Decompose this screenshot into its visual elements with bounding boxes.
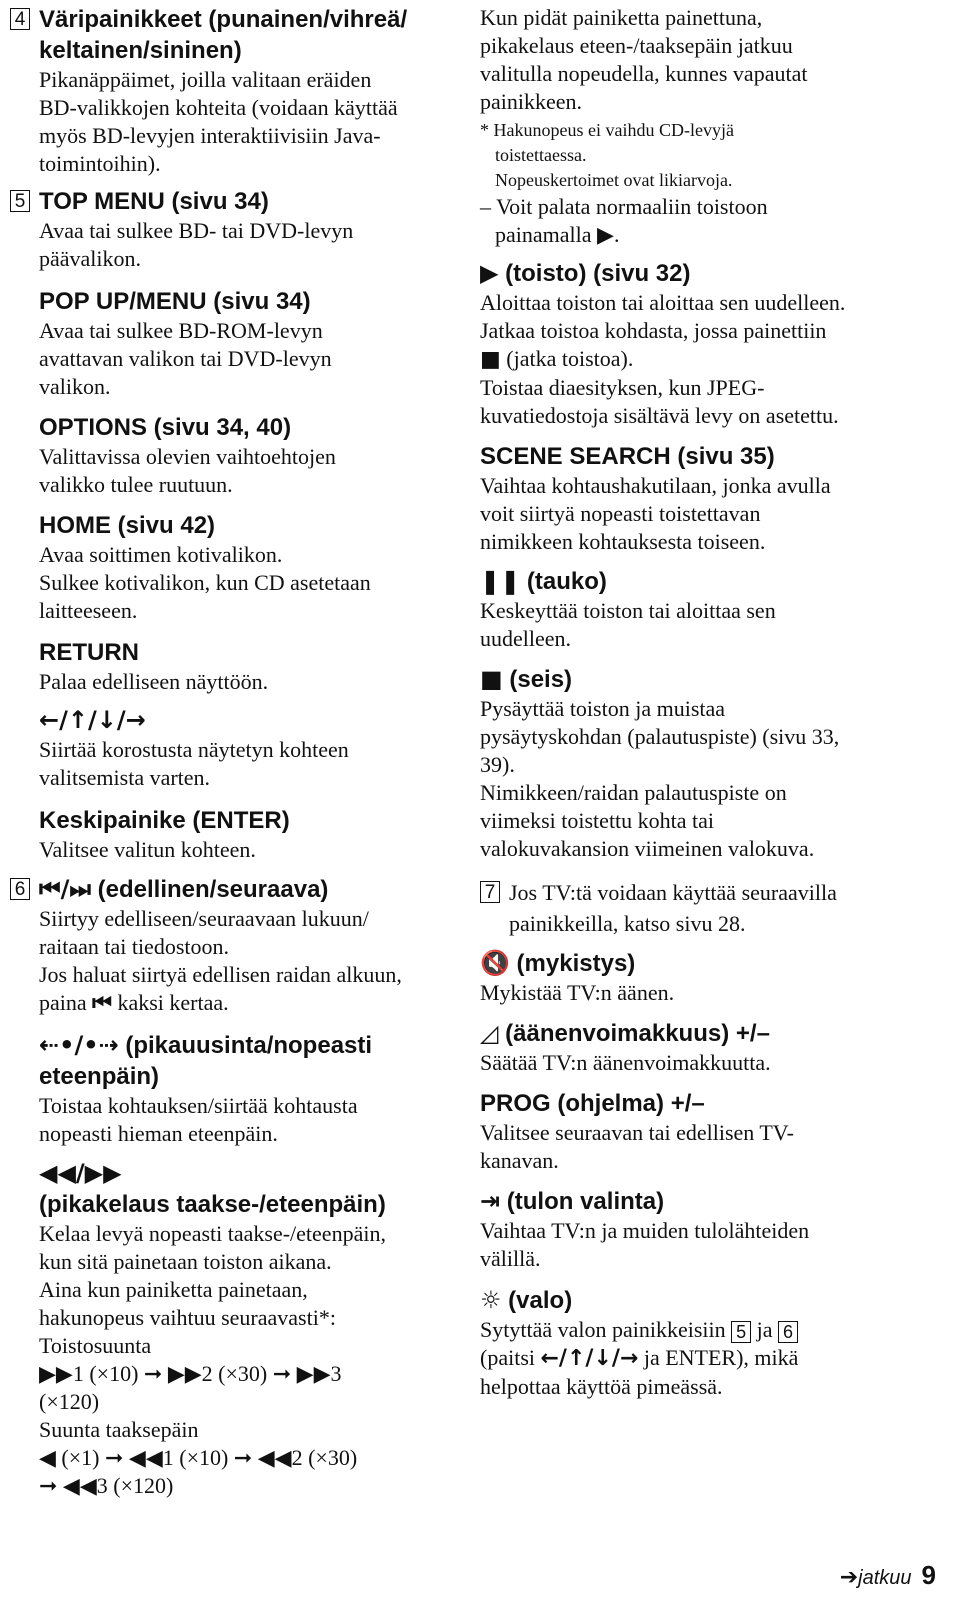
section-5 bbox=[10, 186, 455, 273]
reverse-speed-sequence: ◀ (×1) ➞ ◀◀1 (×10) ➞ ◀◀2 (×30) bbox=[39, 1445, 358, 1470]
color-buttons-description: Pikanäppäimet, joilla valitaan eräiden BD-valikkojen kohteita (voidaan käyttää myös BD-levyjen interaktiivisiin Java- toimintoihin). bbox=[39, 67, 398, 176]
stop-icon: ■ bbox=[480, 347, 501, 372]
prev-next-description: Siirtyy edelliseen/seuraavaan lukuun/ raitaan tai tiedostoon. Jos haluat siirtyä edellisen raidan alkuun, paina ⏮ kaksi kertaa. bbox=[39, 906, 402, 1016]
stop-description: Pysäyttää toiston ja muistaa pysäytyskohdan (palautuspiste) (sivu 33, 39). Nimikkeen/raidan palautuspiste on viimeksi toistettu kohta tai valokuvakansion viimeinen valokuva. bbox=[480, 696, 840, 861]
section-number-6: 6 bbox=[10, 878, 30, 900]
continued-arrow-icon: ➔ bbox=[839, 1565, 859, 1590]
scene-search-item bbox=[480, 441, 940, 556]
prog-heading: PROG (ohjelma) +/– bbox=[480, 1090, 705, 1117]
pause-description: Keskeyttää toiston tai aloittaa sen uudelleen. bbox=[480, 598, 776, 651]
play-heading: ▶ (toisto) (sivu 32) bbox=[480, 259, 691, 287]
section-ref-6: 6 bbox=[778, 1321, 798, 1343]
input-select-item bbox=[480, 1186, 940, 1273]
stop-heading: ■ (seis) bbox=[480, 665, 573, 693]
scan-heading: ◀◀/▶▶ (pikakelaus taakse-/eteenpäin) bbox=[39, 1159, 386, 1218]
section-4 bbox=[10, 4, 455, 178]
scan-continued-description: Kun pidät painiketta painettuna, pikakelaus eteen-/taaksepäin jatkuu valitulla nopeudella, kunnes vapautat painikkeen. bbox=[480, 5, 808, 114]
enter-description: Valitsee valitun kohteen. bbox=[39, 837, 256, 862]
home-heading: HOME (sivu 42) bbox=[39, 512, 216, 539]
arrows-description: Siirtää korostusta näytetyn kohteen valitsemista varten. bbox=[39, 737, 349, 790]
return-description: Palaa edelliseen näyttöön. bbox=[39, 669, 269, 694]
continued-label: jatkuu bbox=[858, 1567, 912, 1589]
top-menu-description: Avaa tai sulkee BD- tai DVD-levyn päävalikon. bbox=[39, 218, 354, 271]
home-description: Avaa soittimen kotivalikon. Sulkee kotivalikon, kun CD asetetaan laitteeseen. bbox=[39, 542, 371, 623]
play-description: Aloittaa toiston tai aloittaa sen uudelleen. Jatkaa toistoa kohdasta, jossa painettiin ■ (jatka toistoa). Toistaa diaesityksen, kun JPEG- kuvatiedostoja sisältävä levy on asetettu. bbox=[480, 290, 846, 428]
volume-heading: ◿ (äänenvoimakkuus) +/– bbox=[480, 1019, 770, 1047]
mute-heading: 🔇 (mykistys) bbox=[480, 949, 636, 977]
stop-item bbox=[480, 664, 940, 863]
enter-heading: Keskipainike (ENTER) bbox=[39, 807, 290, 834]
light-item bbox=[480, 1285, 940, 1401]
volume-item bbox=[480, 1018, 940, 1077]
play-icon: ▶ bbox=[597, 223, 614, 248]
scan-notes: * Hakunopeus ei vaihdu CD-levyjä toistettaessa. Nopeuskertoimet ovat likiarvoja. bbox=[480, 120, 734, 190]
prev-next-icon: ⏮/⏭ bbox=[39, 875, 91, 903]
section-6 bbox=[10, 874, 455, 1018]
input-select-description: Vaihtaa TV:n ja muiden tulolähteiden välillä. bbox=[480, 1218, 810, 1271]
scan-description: Kelaa levyä nopeasti taakse-/eteenpäin, kun sitä painetaan toiston aikana. Aina kun painiketta painetaan, hakunopeus vaihtuu seuraavasti*: Toistosuunta ▶▶1 (×10) ➞ ▶▶2 (×30) ➞ ▶▶3 (×120) Suunta taaksepäin ◀ (×1) ➞ ◀◀1 (×10) ➞ ◀◀2 (×30) ➞ ◀◀3 (×120) bbox=[10, 1220, 455, 1500]
options-description: Valittavissa olevien vaihtoehtojen valikko tulee ruutuun. bbox=[39, 444, 336, 497]
options-item bbox=[10, 412, 455, 499]
pause-item bbox=[480, 566, 940, 653]
scan-item bbox=[10, 1158, 455, 1500]
replay-advance-heading: ⇠•/•⇢ (pikauusinta/nopeasti eteenpäin) bbox=[39, 1031, 373, 1090]
scene-search-description: Vaihtaa kohtaushakutilaan, jonka avulla voit siirtyä nopeasti toistettavan nimikkeen kohtauksesta toiseen. bbox=[480, 473, 831, 554]
prev-next-heading: ⏮/⏭ (edellinen/seuraava) bbox=[39, 875, 329, 903]
prog-item bbox=[480, 1088, 940, 1175]
popup-menu-item bbox=[10, 286, 455, 401]
light-description: Sytyttää valon painikkeisiin 5 ja 6 (paitsi ←/↑/↓/→ ja ENTER), mikä helpottaa käyttöä pimeässä. bbox=[480, 1317, 799, 1399]
prog-description: Valitsee seuraavan tai edellisen TV- kanavan. bbox=[480, 1120, 795, 1173]
tv-buttons-intro: Jos TV:tä voidaan käyttää seuraavilla painikkeilla, katso sivu 28. bbox=[509, 880, 837, 936]
forward-speed-sequence: ▶▶1 (×10) ➞ ▶▶2 (×30) ➞ ▶▶3 bbox=[39, 1361, 342, 1386]
input-select-heading: ⇥ (tulon valinta) bbox=[480, 1187, 665, 1215]
section-7 bbox=[480, 877, 940, 939]
arrow-keys-heading bbox=[10, 705, 455, 736]
replay-advance-item bbox=[10, 1030, 455, 1148]
scene-search-heading: SCENE SEARCH (sivu 35) bbox=[480, 443, 775, 470]
page-footer bbox=[840, 1560, 936, 1591]
arrow-keys-icon: ←/↑/↓/→ bbox=[540, 1346, 639, 1371]
arrow-keys-icon: ←/↑/↓/→ bbox=[39, 706, 146, 734]
play-icon: ▶ bbox=[480, 259, 499, 287]
popup-menu-description: Avaa tai sulkee BD-ROM-levyn avattavan valikon tai DVD-levyn valikon. bbox=[39, 318, 332, 399]
arrows-item bbox=[10, 705, 455, 792]
mute-description: Mykistää TV:n äänen. bbox=[480, 980, 675, 1005]
return-item bbox=[10, 637, 455, 696]
play-item bbox=[480, 258, 940, 430]
page-number: 9 bbox=[921, 1560, 936, 1590]
input-select-icon: ⇥ bbox=[480, 1187, 501, 1215]
enter-item bbox=[10, 805, 455, 864]
return-to-normal-note: – Voit palata normaaliin toistoon bbox=[480, 194, 768, 219]
mute-item bbox=[480, 948, 940, 1007]
stop-icon: ■ bbox=[480, 665, 503, 693]
scan-continued: Kun pidät painiketta painettuna, pikakelaus eteen-/taaksepäin jatkuu valitulla nopeudella, kunnes vapautat painikkeen. * Hakunopeus ei vaihdu CD-levyjä toistettaessa. Nopeuskertoimet ovat likiarvoja. – Voit palata normaaliin toistoon painamalla ▶. bbox=[480, 4, 940, 250]
pause-icon: ❚❚ bbox=[480, 567, 521, 595]
section-number-5: 5 bbox=[10, 190, 30, 212]
light-heading: ☼ (valo) bbox=[480, 1286, 573, 1314]
replay-advance-description: Toistaa kohtauksen/siirtää kohtausta nopeasti hieman eteenpäin. bbox=[39, 1093, 358, 1146]
popup-menu-heading: POP UP/MENU (sivu 34) bbox=[39, 288, 311, 315]
pause-heading: ❚❚ (tauko) bbox=[480, 567, 607, 595]
mute-icon: 🔇 bbox=[480, 949, 510, 977]
section-number-7: 7 bbox=[480, 881, 500, 903]
section-number-4: 4 bbox=[10, 8, 30, 30]
scan-icon: ◀◀/▶▶ bbox=[39, 1159, 122, 1187]
return-heading: RETURN bbox=[39, 639, 139, 666]
replay-advance-icon: ⇠•/•⇢ bbox=[39, 1031, 119, 1059]
section-ref-5: 5 bbox=[731, 1321, 751, 1343]
top-menu-heading: TOP MENU (sivu 34) bbox=[39, 188, 269, 215]
color-buttons-heading: Väripainikkeet (punainen/vihreä/ keltainen/sininen) bbox=[39, 6, 408, 64]
prev-icon: ⏮ bbox=[92, 991, 112, 1016]
light-icon: ☼ bbox=[480, 1286, 502, 1314]
volume-icon: ◿ bbox=[480, 1019, 499, 1047]
options-heading: OPTIONS (sivu 34, 40) bbox=[39, 414, 292, 441]
home-item bbox=[10, 510, 455, 625]
volume-description: Säätää TV:n äänenvoimakkuutta. bbox=[480, 1050, 771, 1075]
